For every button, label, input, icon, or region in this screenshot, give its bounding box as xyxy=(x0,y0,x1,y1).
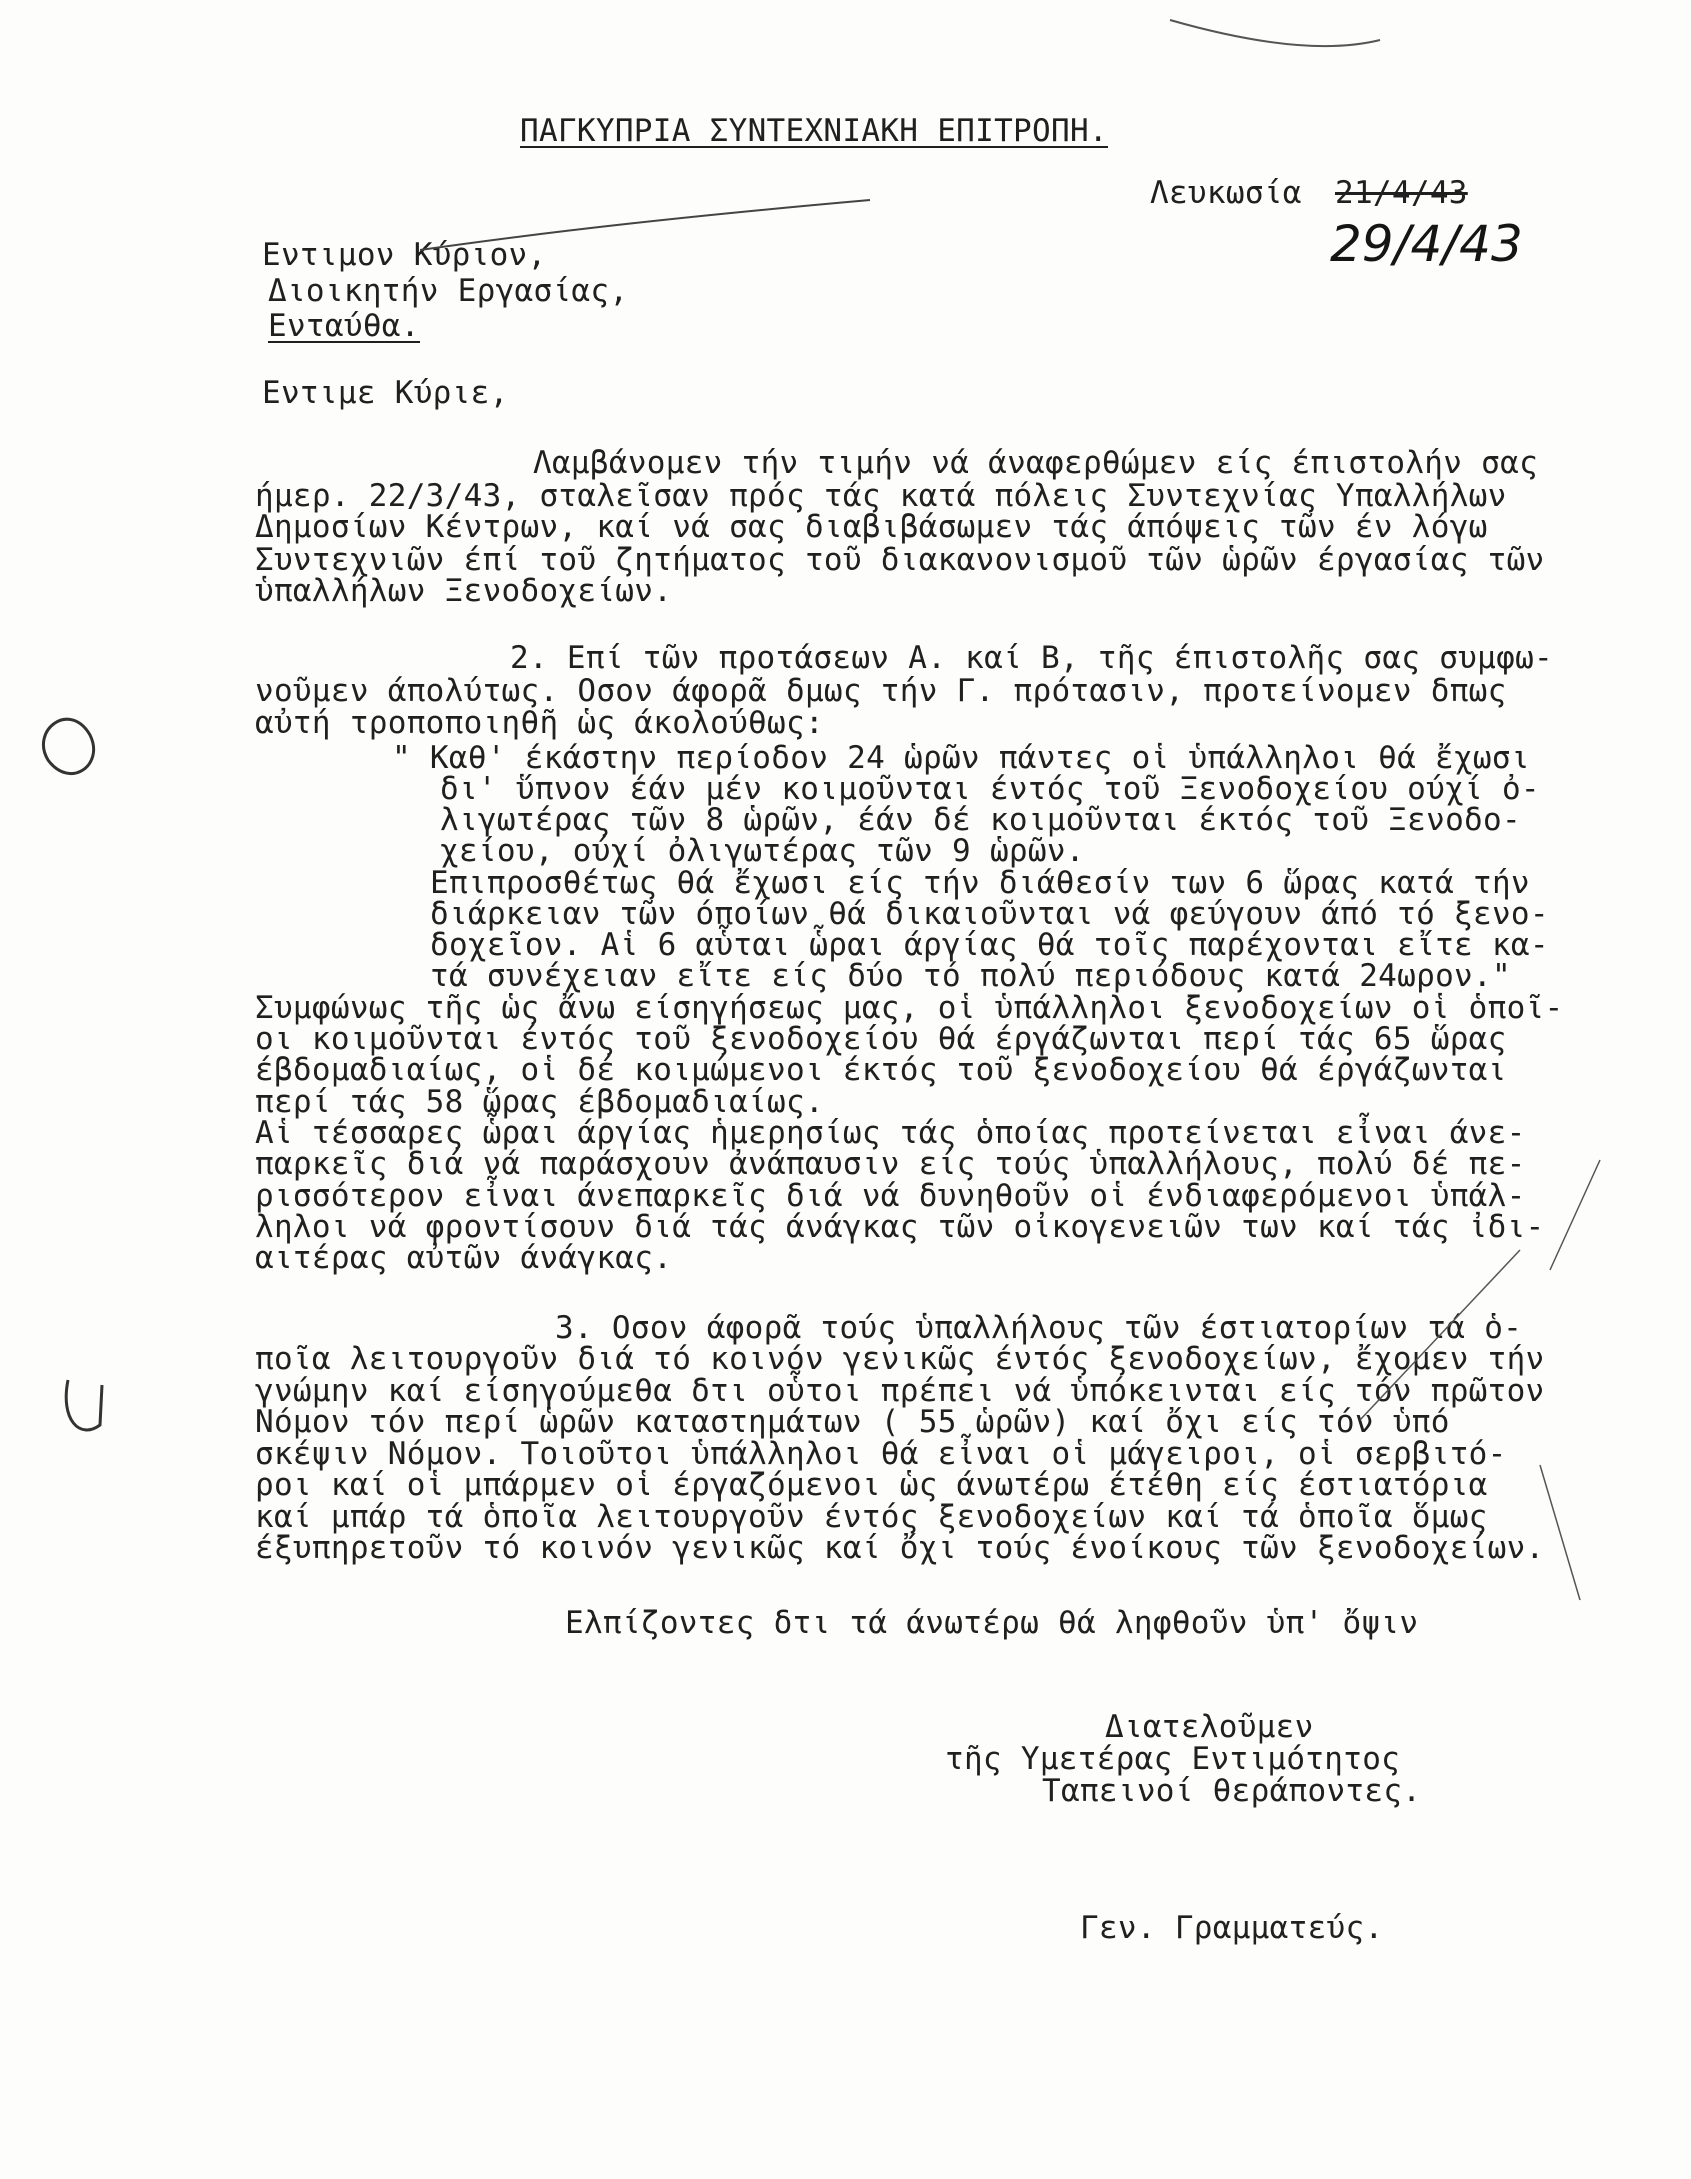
pen-stroke xyxy=(1170,20,1380,46)
quoted-proposal-line: δι' ὕπνον έάν μέν κοιμοῦνται έντός τοῦ Ξενοδοχείου ούχί ὀ- xyxy=(440,771,1540,807)
paragraph-2-rest-line: Αἱ τέσσαρες ὧραι άργίας ἡμερησίως τάς ὁποίας προτείνεται εἶναι άνε- xyxy=(255,1115,1526,1151)
paragraph-1-line: Συντεχνιῶν έπί τοῦ ζητήματος τοῦ διακανονισμοῦ τῶν ὡρῶν έργασίας τῶν xyxy=(255,542,1545,578)
signoff-line-1: Διατελοῦμεν xyxy=(1105,1709,1314,1745)
pen-stroke xyxy=(420,200,870,250)
paragraph-1-line: Λαμβάνομεν τήν τιμήν νά άναφερθώμεν είς έπιστολήν σας xyxy=(533,445,1539,481)
paragraph-3-line: ροι καί οἱ μπάρμεν οἱ έργαζόμενοι ὡς άνωτέρω έτέθη είς έστιατόρια xyxy=(255,1467,1488,1503)
quoted-proposal-line: " Καθ' έκάστην περίοδον 24 ὡρῶν πάντες οἱ ὑπάλληλοι θά ἔχωσι xyxy=(392,740,1530,776)
paragraph-2-rest-line: αιτέρας αὐτῶν άνάγκας. xyxy=(255,1240,673,1276)
recipient-line-3: Ενταύθα. xyxy=(268,308,420,344)
place-name: Λευκωσία xyxy=(1150,175,1302,211)
pen-stroke xyxy=(1540,1465,1580,1600)
handwritten-date: 29/4/43 xyxy=(1330,215,1523,273)
signoff-line-3: Ταπεινοί θεράποντες. xyxy=(1042,1773,1422,1809)
paragraph-1-line: ὑπαλλήλων Ξενοδοχείων. xyxy=(255,573,673,609)
salutation: Εντιμε Κύριε, xyxy=(262,375,509,411)
pen-stroke xyxy=(1360,1250,1520,1420)
paragraph-2-rest-line: έβδομαδιαίως, οἱ δέ κοιμώμενοι έκτός τοῦ ξενοδοχείου θά έργάζωνται xyxy=(255,1052,1507,1088)
document-heading: ΠΑΓΚΥΠΡΙΑ ΣΥΝΤΕΧΝΙΑΚΗ ΕΠΙΤΡΟΠΗ. xyxy=(520,113,1108,149)
signature-title: Γεν. Γραμματεύς. xyxy=(1080,1910,1384,1946)
paragraph-2-line: αὐτή τροποποιηθῆ ὡς άκολούθως: xyxy=(255,705,824,741)
quoted-proposal-line: δοχεῖον. Αἱ 6 αὗται ὧραι άργίας θά τοῖς παρέχονται εἴτε κα- xyxy=(430,927,1549,963)
paragraph-2-rest-line: ληλοι νά φροντίσουν διά τάς άνάγκας τῶν οἰκογενειῶν των καί τάς ἰδι- xyxy=(255,1209,1545,1245)
paragraph-2-rest-line: ρισσότερον εἶναι άνεπαρκεῖς διά νά δυνηθοῦν οἱ ένδιαφερόμενοι ὑπάλ- xyxy=(255,1178,1526,1214)
paragraph-2-rest-line: παρκεῖς διά νά παράσχουν ἀνάπαυσιν είς τούς ὑπαλλήλους, πολύ δέ πε- xyxy=(255,1146,1526,1182)
quoted-proposal-line: διάρκειαν τῶν όποίων θά δικαιοῦνται νά φεύγουν άπό τό ξενο- xyxy=(430,896,1549,932)
paragraph-3-line: έξυπηρετοῦν τό κοινόν γενικῶς καί ὄχι τούς ένοίκους τῶν ξενοδοχείων. xyxy=(255,1530,1545,1566)
struck-date: 21/4/43 xyxy=(1335,175,1468,211)
quoted-proposal-line: τά συνέχειαν εἴτε είς δύο τό πολύ περιόδους κατά 24ωρον." xyxy=(430,958,1511,994)
recipient-line-1: Εντιμον Κύριον, xyxy=(262,237,547,273)
paragraph-3-line: καί μπάρ τά ὁποῖα λειτουργοῦν έντός ξενοδοχείων καί τά ὁποῖα ὅμως xyxy=(255,1499,1488,1535)
paragraph-3-line: ποῖα λειτουργοῦν διά τό κοινόν γενικῶς έντός ξενοδοχείων, ἔχομεν τήν xyxy=(255,1341,1545,1377)
signoff-line-2: τῆς Υμετέρας Εντιμότητος xyxy=(945,1741,1401,1777)
paragraph-3-line: γνώμην καί είσηγούμεθα δτι οὗτοι πρέπει νά ὑπόκεινται είς τόν πρῶτον xyxy=(255,1373,1545,1409)
paragraph-2-rest-line: Συμφώνως τῆς ὡς ἄνω είσηγήσεως μας, οἱ ὑπάλληλοι ξενοδοχείων οἱ ὁποῖ- xyxy=(255,990,1564,1026)
hole-punch-icon xyxy=(66,1380,102,1430)
pen-stroke xyxy=(1550,1160,1600,1270)
quoted-proposal-line: λιγωτέρας τῶν 8 ὡρῶν, έάν δέ κοιμοῦνται έκτός τοῦ Ξενοδο- xyxy=(440,802,1521,838)
paragraph-3-line: Νόμον τόν περί ὡρῶν καταστημάτων ( 55 ὡρῶν) καί ὄχι είς τόν ὑπό xyxy=(255,1404,1450,1440)
quoted-proposal-line: Επιπροσθέτως θά ἔχωσι είς τήν διάθεσίν των 6 ὥρας κατά τήν xyxy=(430,865,1530,901)
paragraph-3-line: 3. Οσον άφορᾶ τούς ὑπαλλήλους τῶν έστιατορίων τά ὁ- xyxy=(555,1310,1523,1346)
paragraph-1-line: Δημοσίων Κέντρων, καί νά σας διαβιβάσωμεν τάς άπόψεις τῶν έν λόγω xyxy=(255,509,1488,545)
paragraph-2-rest-line: περί τάς 58 ὥρας έβδομαδιαίως. xyxy=(255,1084,824,1120)
closing-line: Ελπίζοντες δτι τά άνωτέρω θά ληφθοῦν ὑπ' ὄψιν xyxy=(565,1605,1419,1641)
recipient-line-2: Διοικητήν Εργασίας, xyxy=(268,273,629,309)
paragraph-1-line: ήμερ. 22/3/43, σταλεῖσαν πρός τάς κατά πόλεις Συντεχνίας Υπαλλήλων xyxy=(255,478,1507,514)
paragraph-3-line: σκέψιν Νόμον. Τοιοῦτοι ὑπάλληλοι θά εἶναι οἱ μάγειροι, οἱ σερβιτό- xyxy=(255,1436,1507,1472)
quoted-proposal-line: χείου, ούχί ὀλιγωτέρας τῶν 9 ὡρῶν. xyxy=(440,833,1085,869)
paragraph-2-line: νοῦμεν άπολύτως. Οσον άφορᾶ δμως τήν Γ. πρότασιν, προτείνομεν δπως xyxy=(255,673,1507,709)
hole-punch-icon xyxy=(43,719,93,773)
paragraph-2-line: 2. Επί τῶν προτάσεων Α. καί Β, τῆς έπιστολῆς σας συμφω- xyxy=(510,640,1553,676)
paragraph-2-rest-line: οι κοιμοῦνται έντός τοῦ ξενοδοχείου θά έργάζωνται περί τάς 65 ὥρας xyxy=(255,1021,1507,1057)
